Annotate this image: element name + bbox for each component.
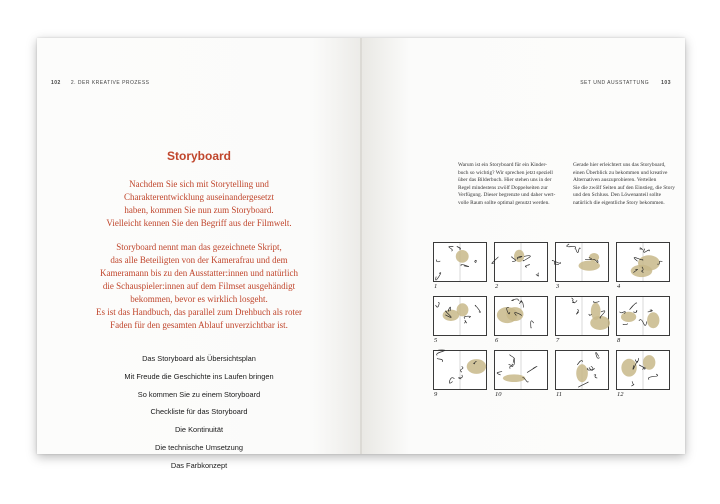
body-line: Warum ist ein Storyboard für ein Kinder- <box>458 162 547 168</box>
right-page-number: 103 <box>661 80 671 86</box>
body-line: einen Überblick zu bekommen und kreative <box>573 169 668 176</box>
storyboard-frame <box>433 350 487 390</box>
storyboard-frame <box>555 296 609 336</box>
storyboard-frame <box>616 242 670 282</box>
storyboard-frame <box>433 242 487 282</box>
toc-item[interactable]: Das Storyboard als Übersichtsplan <box>142 354 256 363</box>
intro-line: Storyboard nennt man das gezeichnete Skript, <box>116 242 282 252</box>
intro-line: Faden für den gesamten Ablauf unverzichtbar ist. <box>110 320 288 330</box>
intro-paragraph-1 <box>37 178 361 230</box>
body-line: volle Raum sollte optimal genutzt werden. <box>458 199 550 206</box>
right-running-head <box>580 80 671 86</box>
storyboard-sketch <box>495 297 547 335</box>
toc-item[interactable]: So kommen Sie zu einem Storyboard <box>137 389 261 399</box>
storyboard-frame <box>433 296 487 336</box>
body-column-2 <box>573 162 673 208</box>
body-line: Sie die zwölf Seiten auf den Einstieg, die Story <box>573 184 675 191</box>
body-line: und den Schluss. Den Löwenanteil sollte <box>573 192 662 199</box>
storyboard-frame <box>555 242 609 282</box>
body-line: natürlich die eigentliche Story bekommen. <box>573 199 665 206</box>
intro-line: die Schauspieler:innen auf dem Filmset ausgehändigt <box>102 281 296 291</box>
right-page <box>361 38 685 454</box>
storyboard-frame <box>494 350 548 390</box>
page-title: Storyboard <box>166 149 231 163</box>
storyboard-sketch <box>617 297 669 335</box>
left-chapter-label: 2. DER KREATIVE PROZESS <box>70 80 150 86</box>
right-chapter-label: SET UND AUSSTATTUNG <box>580 80 650 86</box>
storyboard-sketch <box>495 351 547 389</box>
storyboard-frame-number: 9 <box>434 391 438 398</box>
storyboard-sketch <box>617 243 669 281</box>
storyboard-sketch <box>434 351 486 389</box>
body-line: Regel mindestens zwölf Doppelseiten zur <box>458 184 548 191</box>
intro-line: Charakterentwicklung auseinandergesetzt <box>123 192 275 202</box>
storyboard-frame-number: 4 <box>617 283 621 290</box>
storyboard-sketch <box>556 297 608 335</box>
intro-paragraph-2 <box>37 241 361 332</box>
toc-item[interactable]: Mit Freude die Geschichte ins Laufen bringen <box>124 371 274 381</box>
storyboard-sketch <box>434 243 486 281</box>
intro-line: Es ist das Handbuch, das parallel zum Drehbuch als roter <box>96 307 302 317</box>
storyboard-frame-number: 8 <box>617 337 621 344</box>
intro-line: Vielleicht kennen Sie den Begriff aus der Filmwelt. <box>106 218 292 228</box>
body-line: Verfügung. Dieser begrenzte und daher wert- <box>458 192 556 199</box>
storyboard-frame-number: 11 <box>556 391 563 398</box>
left-page-number: 102 <box>51 80 61 86</box>
storyboard-sketch <box>556 243 608 281</box>
toc-item[interactable]: Die technische Umsetzung <box>155 442 243 452</box>
book-gutter <box>360 38 362 454</box>
storyboard-frame <box>616 296 670 336</box>
toc-item[interactable]: Die Kontinuität <box>174 425 224 435</box>
intro-line: haben, kommen Sie nun zum Storyboard. <box>124 205 274 215</box>
intro-line: Nachdem Sie sich mit Storytelling und <box>129 179 269 189</box>
storyboard-frame-number: 3 <box>556 283 560 290</box>
storyboard-frame-number: 5 <box>434 337 438 344</box>
storyboard-frame <box>616 350 670 390</box>
body-line: Gerade hier erleichtert uns das Storyboard, <box>573 162 666 168</box>
storyboard-frame-number: 7 <box>556 337 560 344</box>
storyboard-frame-number: 1 <box>434 283 438 290</box>
body-column-1 <box>458 162 558 208</box>
storyboard-frame <box>494 242 548 282</box>
storyboard-frame-number: 12 <box>617 391 624 398</box>
storyboard-sketch <box>617 351 669 389</box>
storyboard-sketch <box>495 243 547 281</box>
storyboard-sketch <box>556 351 608 389</box>
body-line: buch so wichtig? Wir sprechen jetzt speziell <box>458 169 553 176</box>
table-of-contents <box>37 350 361 475</box>
intro-line: bekommen, bevor es wirklich losgeht. <box>130 294 268 304</box>
toc-item[interactable]: Checkliste für das Storyboard <box>150 407 248 417</box>
intro-line: Kameramann bis zu den Ausstatter:innen und natürlich <box>100 268 298 278</box>
storyboard-frame-number: 6 <box>495 337 499 344</box>
storyboard-sketch <box>434 297 486 335</box>
storyboard-frame-number: 2 <box>495 283 499 290</box>
storyboard-frame <box>494 296 548 336</box>
book-spread <box>37 38 685 470</box>
toc-item[interactable]: Das Farbkonzept <box>170 460 228 470</box>
body-line: über das Bilderbuch. Hier stehen uns in der <box>458 177 552 184</box>
storyboard-frame-number: 10 <box>495 391 502 398</box>
intro-line: das alle Beteiligten von der Kamerafrau und dem <box>110 255 288 265</box>
left-running-head <box>51 80 150 86</box>
storyboard-frame <box>555 350 609 390</box>
body-line: Alternativen auszuprobieren. Verteilen <box>573 177 657 184</box>
storyboard-grid <box>433 242 669 464</box>
left-page <box>37 38 361 470</box>
